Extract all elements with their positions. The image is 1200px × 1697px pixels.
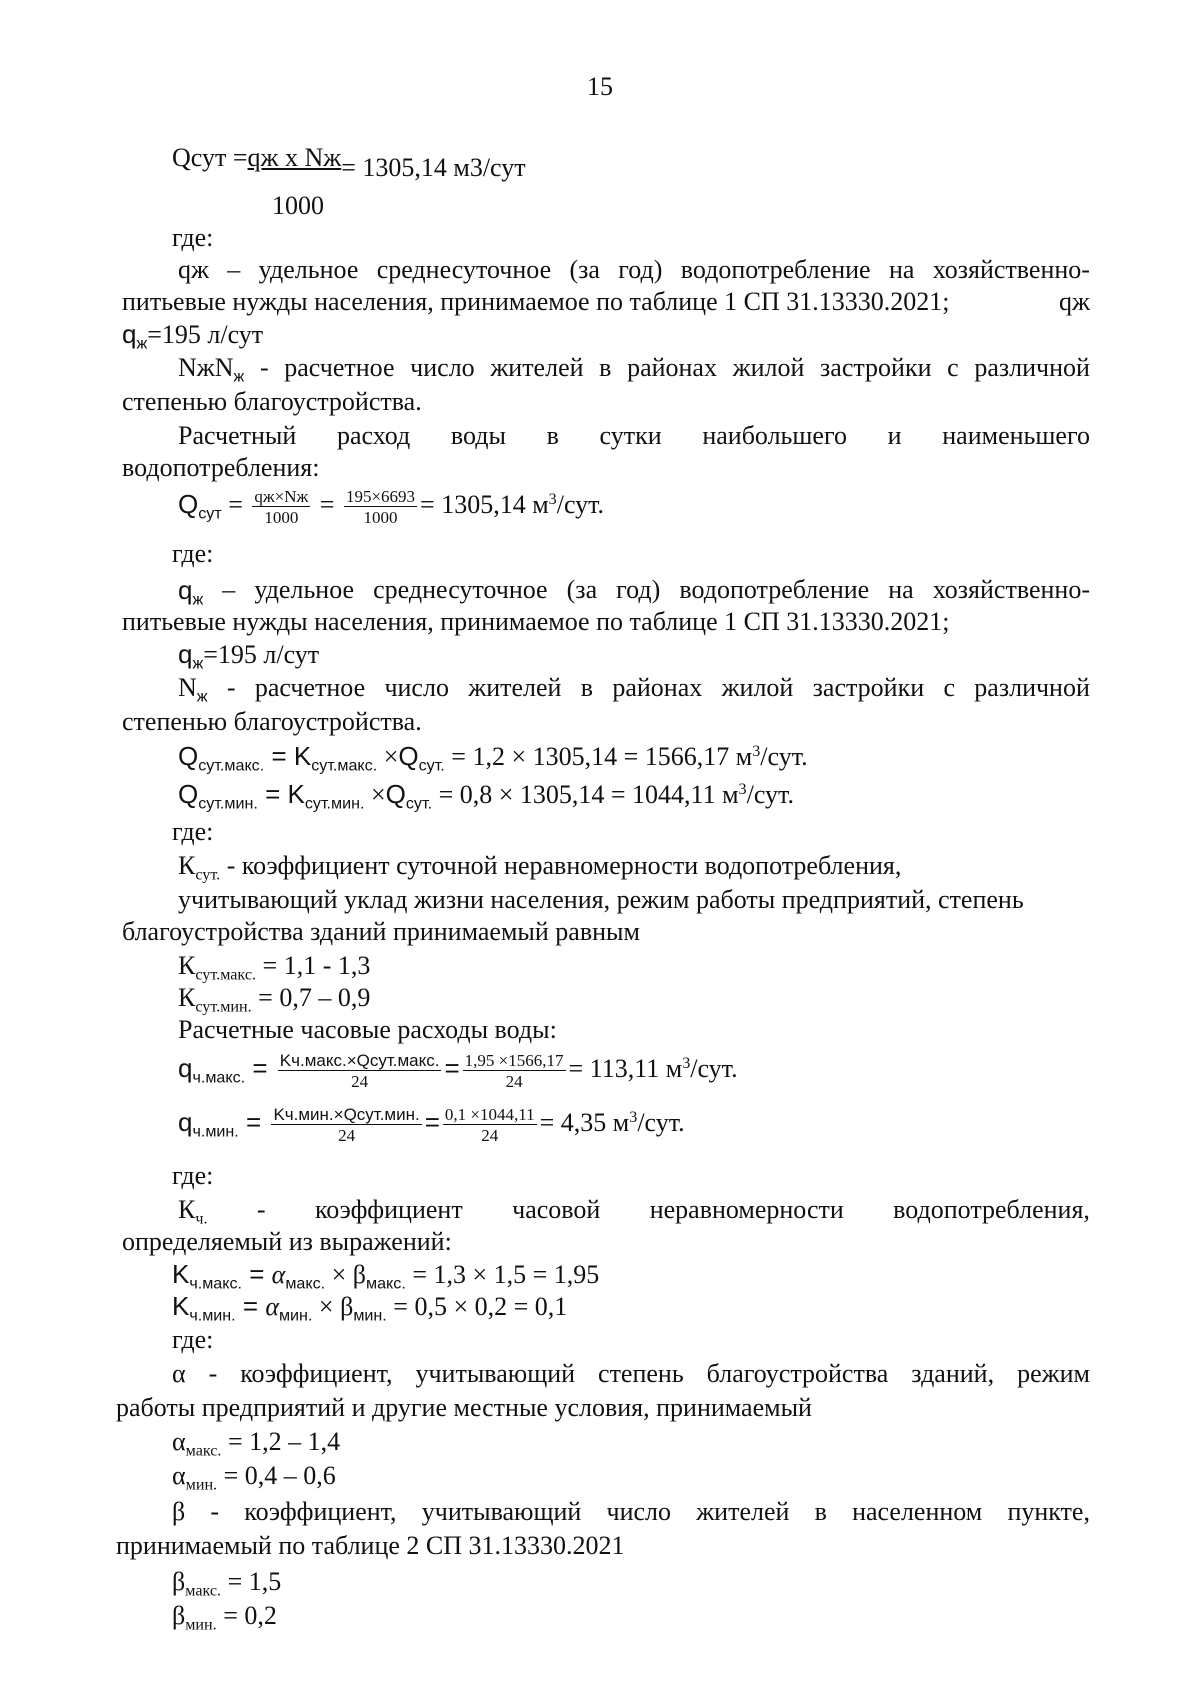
alpha-line1: α - коэффициент, учитывающий степень благоустройства зданий, режим bbox=[172, 1359, 1090, 1388]
where-label: где: bbox=[172, 817, 214, 846]
where-label: где: bbox=[172, 223, 214, 252]
ksut-min-value: $К_{сут.мин.} = 0,7 - 0,9$ bbox=[178, 983, 371, 1016]
formula-kch-max: $K_{ч.макс.} = \alpha_{макс.} \times \beta_{макс.} = 1,3 \times 1,5 = 1,95$ bbox=[172, 1259, 600, 1293]
qzh-old-line2: питьевые нужды населения, принимаемое по таблице 1 СП 31.13330.2021; qж bbox=[122, 287, 1090, 316]
fraction-195-6693: $\frac{195\times 6693}{1000}$ bbox=[345, 487, 416, 528]
beta-line1: β - коэффициент, учитывающий число жителей в населенном пункте, bbox=[172, 1497, 1090, 1526]
fraction-kch-min: $\frac{\text{Kч.мин.×Qсут.мин.}}{24}$ bbox=[273, 1105, 420, 1146]
beta-line2: принимаемый по таблице 2 СП 31.13330.2021 bbox=[116, 1531, 625, 1560]
fraction-01-104411: $\frac{0,1 \times 1044,11}{24}$ bbox=[444, 1105, 535, 1146]
where-label: где: bbox=[172, 539, 214, 568]
nzh-line1: $N_ж$ - расчетное число жителей в районах жилой застройки с различной bbox=[178, 673, 1090, 706]
formula-qsut: $Q_{сут}$ = $\frac{qж\times Nж}{1000}$ = $\frac{195\times 6693}{1000}$ = 1305,14 $м^3$/сут. bbox=[178, 487, 605, 528]
formula-qsut-old: Qсут =qж х Nж= 1305,14 м3/сут bbox=[172, 143, 526, 182]
ksut-line3: благоустройства зданий принимаемый равным bbox=[122, 917, 640, 946]
where-label: где: bbox=[172, 1325, 214, 1354]
formula-qsut-old-denominator: 1000 bbox=[272, 191, 324, 220]
fraction-qzh-nzh: $\frac{qж\times Nж}{1000}$ bbox=[254, 487, 309, 528]
fraction-195-156617: $\frac{1,95 \times 1566,17}{24}$ bbox=[464, 1051, 564, 1092]
formula-qch-max: $q_{ч.макс.}$ = $\frac{\text{Kч.макс.×Qсут.макс.}}{24}$ = $\frac{1,95 \times 1566,17}{24}$ = 113,11 $м^3$/сут. bbox=[178, 1051, 738, 1092]
beta-max-value: $\beta_{макс.} = 1,5$ bbox=[172, 1567, 282, 1600]
qzh-old-line3: $q_ж=195$ л/сут bbox=[122, 319, 264, 353]
nzh-line2: степенью благоустройства. bbox=[122, 707, 422, 736]
qzh-line1: $q_ж$ – удельное среднесуточное (за год) водопотребление на хозяйственно- bbox=[178, 575, 1090, 609]
qzh-old-line1: qж – удельное среднесуточное (за год) водопотребление на хозяйственно- bbox=[178, 255, 1090, 284]
alpha-min-value: $\alpha_{мин.} = 0,4 - 0,6$ bbox=[172, 1461, 336, 1494]
rasch-line1: Расчетный расход воды в сутки наибольшего и наименьшего bbox=[178, 421, 1090, 450]
where-label: где: bbox=[172, 1161, 214, 1190]
formula-kch-min: $K_{ч.мин.} = \alpha_{мин.} \times \beta_{мин.} = 0,5 \times 0,2 = 0,1$ bbox=[172, 1291, 568, 1325]
alpha-max-value: $\alpha_{макс.} = 1,2 - 1,4$ bbox=[172, 1427, 341, 1460]
nzh-old-line1: NжN$_ж$ - расчетное число жителей в районах жилой застройки с различной bbox=[178, 353, 1090, 386]
ksut-line1: $К_{сут.}$ - коэффициент суточной неравномерности водопотребления, bbox=[178, 851, 902, 884]
kch-line2: определяемый из выражений: bbox=[122, 1227, 452, 1256]
beta-min-value: $\beta_{мин.} = 0,2$ bbox=[172, 1601, 277, 1634]
nzh-old-line2: степенью благоустройства. bbox=[122, 387, 422, 416]
formula-qsut-min: $Q_{сут.мин.} = K_{сут.мин.} \times Q_{сут.} = 0,8 \times 1305,14 = 1044,11$ $м^3$/сут. bbox=[178, 779, 794, 813]
qzh-line2: питьевые нужды населения, принимаемое по таблице 1 СП 31.13330.2021; bbox=[122, 607, 950, 636]
rasch-line2: водопотребления: bbox=[122, 453, 320, 482]
hourly-flows-title: Расчетные часовые расходы воды: bbox=[178, 1015, 557, 1044]
fraction-kch-max: $\frac{\text{Kч.макс.×Qсут.макс.}}{24}$ bbox=[279, 1051, 440, 1092]
formula-qch-min: $q_{ч.мин.}$ = $\frac{\text{Kч.мин.×Qсут.мин.}}{24}$ = $\frac{0,1 \times 1044,11}{24}$ = 4,35 $м^3$/сут. bbox=[178, 1105, 685, 1146]
ksut-max-value: $К_{сут.макс.} = 1,1 - 1,3$ bbox=[178, 951, 371, 984]
page-number: 15 bbox=[587, 72, 613, 101]
qzh-line3: $q_ж=195$ л/сут bbox=[178, 639, 320, 673]
alpha-line2: работы предприятий и другие местные условия, принимаемый bbox=[116, 1393, 812, 1422]
kch-line1: $К_{ч.}$ - коэффициент часовой неравномерности водопотребления, bbox=[178, 1195, 1090, 1228]
formula-qsut-max: $Q_{сут.макс.} = K_{сут.макс.} \times Q_{сут.} = 1,2 \times 1305,14 = 1566,17$ $м^3$/сут. bbox=[178, 741, 808, 775]
ksut-line2: учитывающий уклад жизни населения, режим работы предприятий, степень bbox=[178, 885, 1024, 914]
